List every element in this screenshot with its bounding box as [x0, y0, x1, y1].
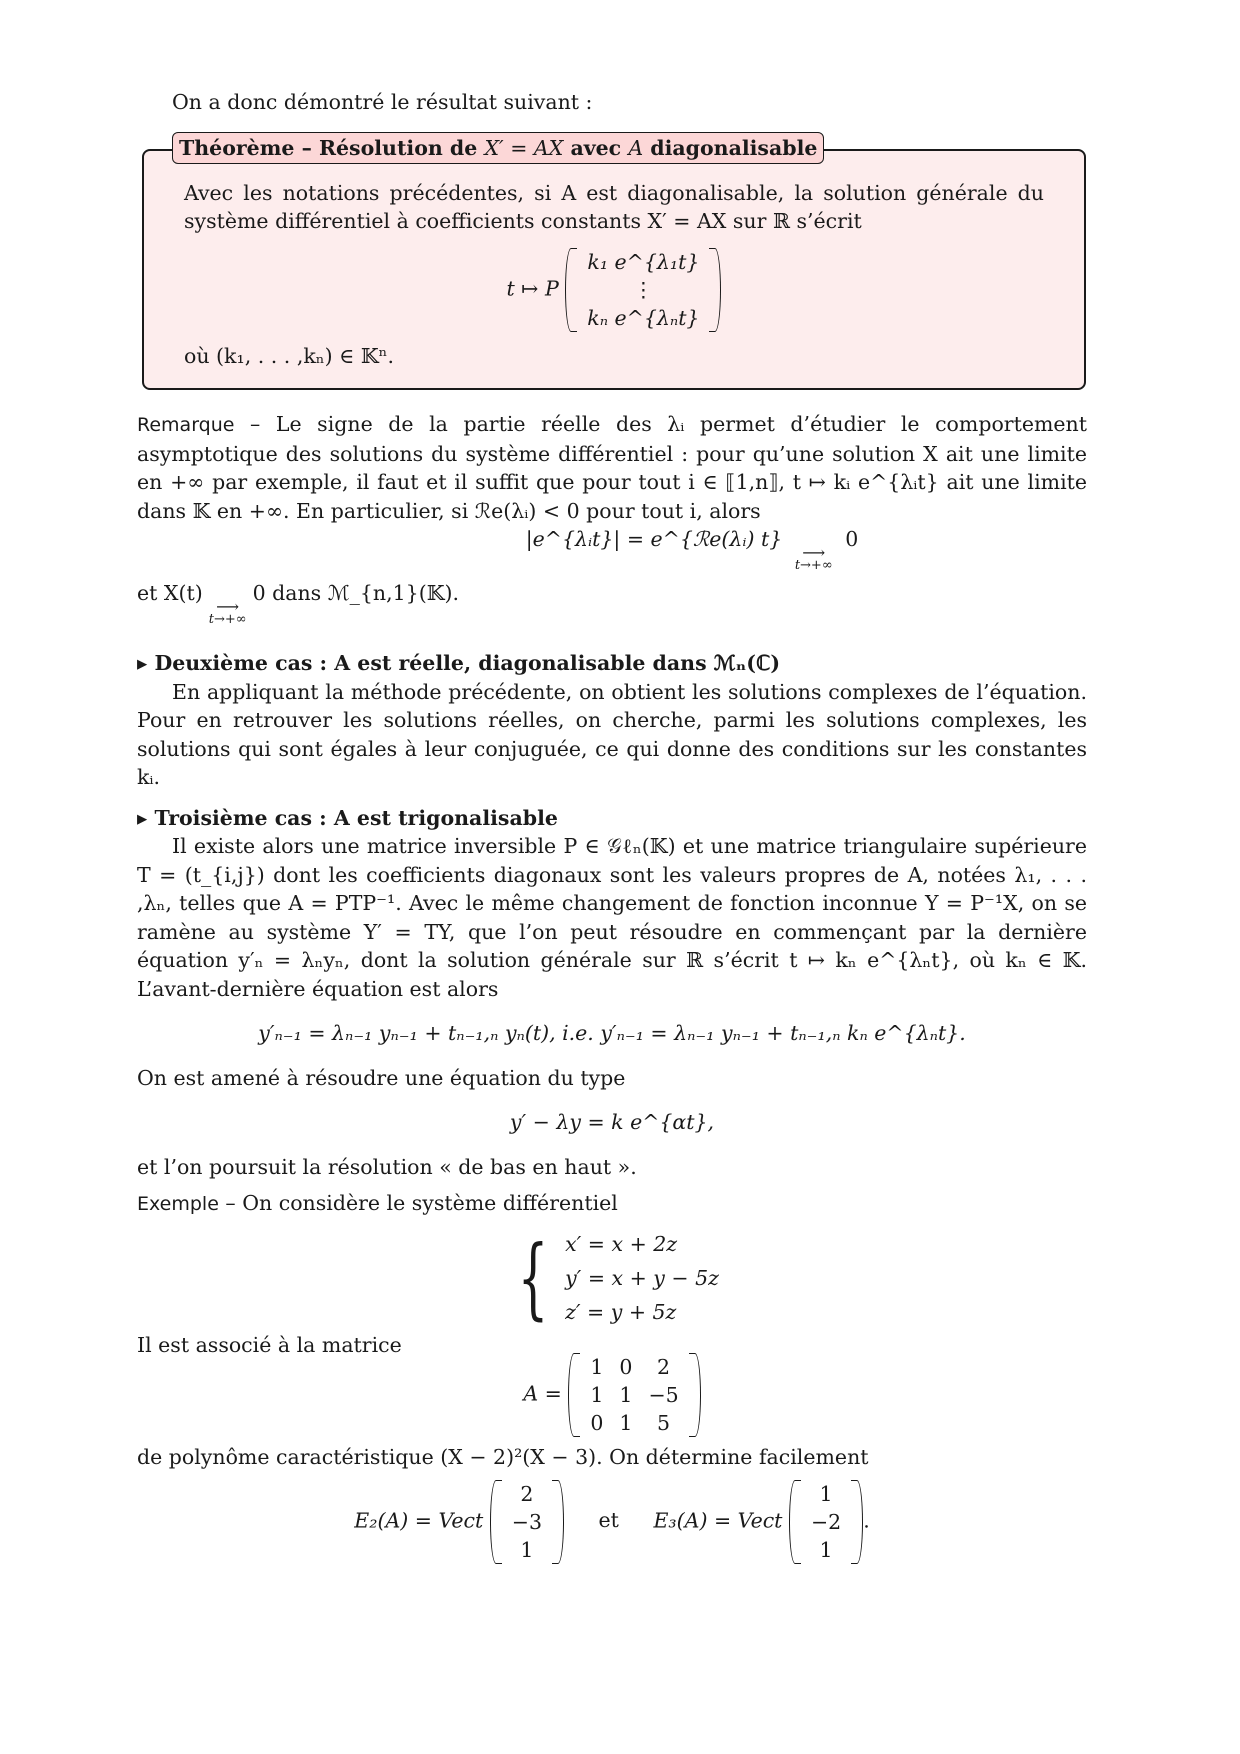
remark-paragraph: Remarque – Le signe de la partie réelle des λᵢ permet d’étudier le comportement asymptotique des solutions du système différentiel : pour qu’une solution X ait une limite en +∞ par exemple, il faut et il suffit que pour tout i ∈ ⟦1,n⟧, t ↦ kᵢ e^{λᵢt} ait une limite dans 𝕂 en +∞. En particulier, si ℛe(λᵢ) < 0 pour tout i, alors — [137, 412, 1087, 523]
intro-line: On a donc démontré le résultat suivant : — [172, 90, 593, 114]
example-matrix: A = 1 0 2 1 1 −5 0 1 5 — [137, 1353, 1087, 1437]
case3-heading: ▸ Troisième cas : A est trigonalisable — [137, 805, 558, 830]
theorem-conclusion: où (k₁, . . . ,kₙ) ∈ 𝕂ⁿ. — [184, 343, 395, 368]
theorem-title: Théorème – Résolution de X′ = AX avec A diagonalisable — [172, 132, 824, 164]
case3-text: Il existe alors une matrice inversible P ∈ 𝒢ℓₙ(𝕂) et une matrice triangulaire supérieure T = (t_{i,j}) dont les coefficients diagonaux sont les valeurs propres de A, notées λ₁, . . . ,λₙ, telles que A = PTP⁻¹. Avec le même changement de fonction inconnue Y = P⁻¹X, on se ramène au système Y′ = TY, que l’on peut résoudre en commençant par la dernière équation y′ₙ = λₙyₙ, dont la solution générale sur ℝ s’écrit t ↦ kₙ e^{λₙt}, où kₙ ∈ 𝕂. L’avant-dernière équation est alors — [137, 834, 1087, 1001]
case3-text3: et l’on poursuit la résolution « de bas en haut ». — [137, 1154, 637, 1179]
case3-equation: y′ₙ₋₁ = λₙ₋₁ yₙ₋₁ + tₙ₋₁,ₙ yₙ(t), i.e. y′ₙ₋₁ = λₙ₋₁ yₙ₋₁ + tₙ₋₁,ₙ kₙ e^{λₙt}. — [258, 1021, 966, 1045]
remark-after: et X(t) ⟶ t→+∞ 0 dans ℳ_{n,1}(𝕂). — [137, 581, 460, 627]
example-paragraph: Exemple – On considère le système différentiel — [137, 1191, 618, 1215]
theorem-box — [142, 135, 1087, 391]
example-label: Exemple — [137, 1193, 219, 1215]
solution-vector: k₁ e^{λ₁t} ⋮ kₙ e^{λₙt} — [565, 248, 721, 332]
case3-text2: On est amené à résoudre une équation du type — [137, 1065, 626, 1090]
case2-heading: ▸ Deuxième cas : A est réelle, diagonalisable dans ℳₙ(ℂ) — [137, 651, 781, 675]
example-system: { x′ = x + 2z y′ = x + y − 5z z′ = y + 5z — [517, 1225, 719, 1329]
theorem-formula: t ↦ P k₁ e^{λ₁t} ⋮ kₙ e^{λₙt} — [184, 248, 1044, 332]
remark-formula: |e^{λᵢt}| = e^{ℛe(λᵢ) t} ⟶ t→+∞ 0 — [525, 527, 859, 573]
example-text2: Il est associé à la matrice — [137, 1332, 402, 1357]
eigenspaces: E₂(A) = Vect 2 −3 1 et E₃(A) = Vect 1 −2 1 . — [354, 1481, 870, 1562]
case3-equation2: y′ − λy = k e^{αt}, — [509, 1110, 715, 1134]
theorem-text: Avec les notations précédentes, si A est diagonalisable, la solution générale du système différentiel à coefficients constants X′ = AX sur ℝ s’écrit — [184, 180, 1044, 233]
case2-text: En appliquant la méthode précédente, on obtient les solutions complexes de l’équation. Pour en retrouver les solutions réelles, on cherche, parmi les solutions complexes, les solutions qui sont égales à leur conjuguée, ce qui donne des conditions sur les constantes kᵢ. — [137, 679, 1087, 789]
example-text3: de polynôme caractéristique (X − 2)²(X − 3). On détermine facilement — [137, 1445, 869, 1469]
page-content — [137, 88, 1087, 1564]
remark-label: Remarque — [137, 414, 235, 436]
